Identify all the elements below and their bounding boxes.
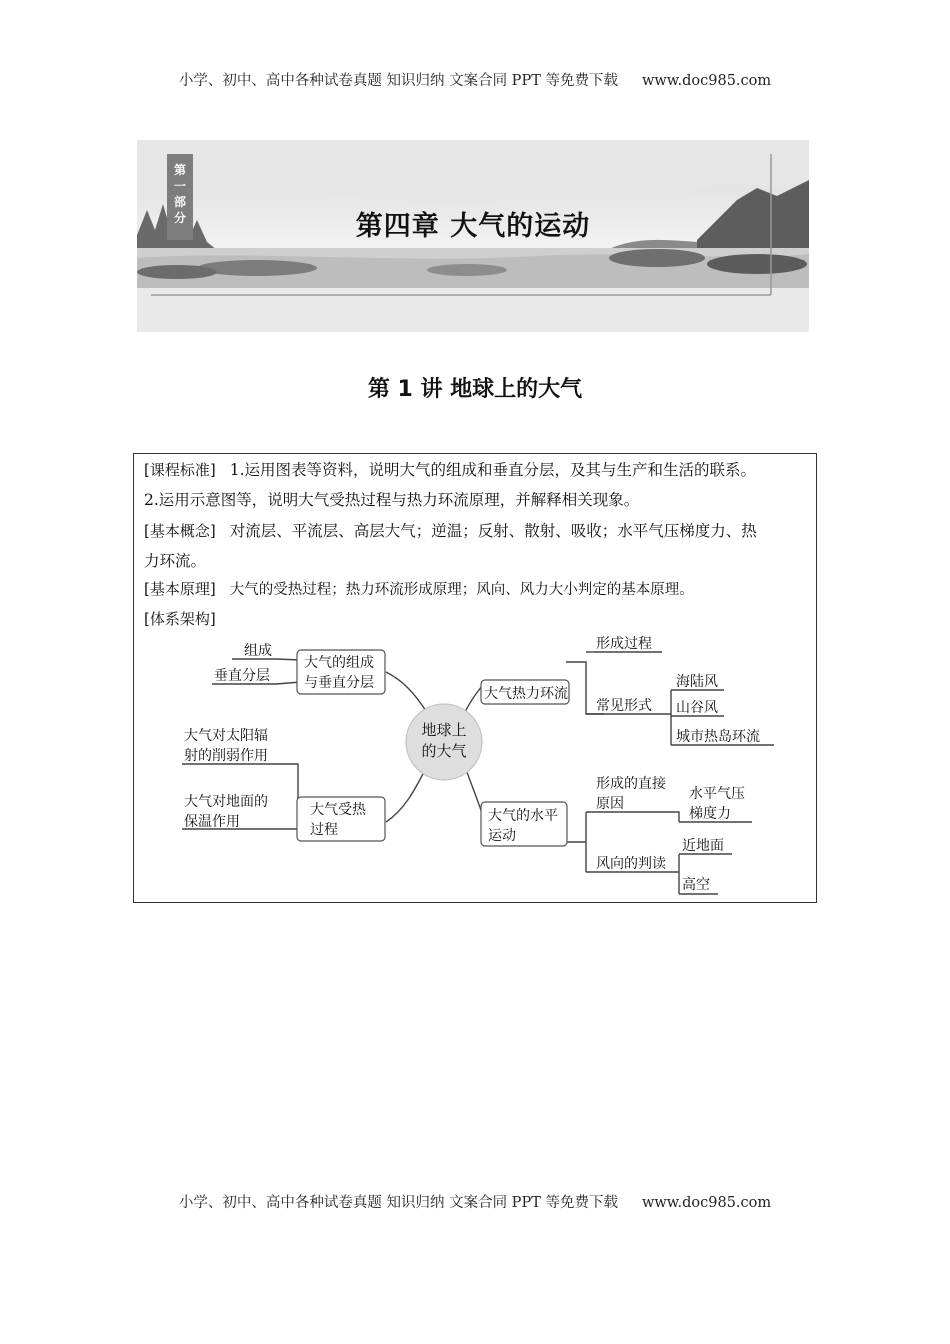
center-node-line-1: 地球上	[421, 721, 467, 739]
node-pressure-gradient-1: 水平气压	[689, 786, 745, 802]
lesson-title: 第 1 讲 地球上的大气	[367, 377, 583, 402]
node-direct-cause-2: 原因	[596, 796, 624, 812]
node-horizontal-motion-2: 运动	[488, 828, 516, 844]
node-near-ground: 近地面	[682, 838, 724, 854]
node-vertical-layers: 垂直分层	[214, 668, 270, 684]
node-direct-cause-1: 形成的直接	[596, 776, 666, 792]
course-standard-tag: [课程标准]	[144, 461, 216, 479]
part-one-tag: 第 一 部 分	[167, 154, 193, 240]
mind-map	[134, 632, 816, 902]
basic-concept-tag: [基本概念]	[144, 522, 216, 540]
standards-line-2: 2.运用示意图等，说明大气受热过程与热力环流原理，并解释相关现象。	[144, 491, 640, 509]
standards-line-3: [基本概念] 对流层、平流层、高层大气；逆温；反射、散射、吸收；水平气压梯度力、热	[144, 522, 757, 540]
basic-principle-tag: [基本原理]	[144, 580, 216, 598]
footer-text: 小学、初中、高中各种试卷真题 知识归纳 文案合同 PPT 等免费下载	[178, 1195, 618, 1211]
architecture-tag: [体系架构]	[144, 610, 216, 628]
center-node-line-2: 的大气	[421, 742, 467, 760]
node-ground-warming-2: 保温作用	[184, 814, 240, 830]
node-solar-weakening-1: 大气对太阳辐	[184, 728, 268, 744]
node-sea-land-breeze: 海陆风	[676, 674, 718, 690]
node-horizontal-motion-1: 大气的水平	[488, 808, 558, 824]
standards-line-5: [基本原理] 大气的受热过程；热力环流形成原理；风向、风力大小判定的基本原理。	[144, 580, 694, 598]
chapter-banner	[137, 140, 809, 332]
node-high-altitude: 高空	[682, 877, 710, 893]
node-wind-direction: 风向的判读	[596, 856, 666, 872]
node-formation-process: 形成过程	[596, 636, 652, 652]
header-text: 小学、初中、高中各种试卷真题 知识归纳 文案合同 PPT 等免费下载	[178, 73, 618, 89]
footer-url[interactable]: www.doc985.com	[641, 1195, 772, 1211]
node-heating-process-1: 大气受热	[310, 802, 366, 818]
node-ground-warming-1: 大气对地面的	[184, 794, 268, 810]
node-composition-layers-1: 大气的组成	[304, 655, 374, 671]
node-composition-layers-2: 与垂直分层	[304, 675, 374, 691]
node-urban-heat-island: 城市热岛环流	[676, 729, 760, 745]
node-valley-breeze: 山谷风	[676, 700, 718, 716]
node-thermal-circulation: 大气热力环流	[484, 686, 568, 702]
node-heating-process-2: 过程	[310, 822, 338, 838]
node-common-forms: 常见形式	[596, 698, 652, 714]
standards-line-1: [课程标准] 1.运用图表等资料，说明大气的组成和垂直分层，及其与生产和生活的联系。	[144, 461, 757, 479]
chapter-title: 第四章 大气的运动	[355, 211, 591, 242]
node-composition: 组成	[244, 643, 272, 659]
node-solar-weakening-2: 射的削弱作用	[184, 748, 268, 764]
node-pressure-gradient-2: 梯度力	[689, 806, 731, 822]
header-url[interactable]: www.doc985.com	[641, 73, 772, 89]
page-header	[0, 69, 950, 90]
standards-box	[133, 453, 817, 903]
standards-line-4: 力环流。	[144, 552, 207, 570]
page-footer	[0, 1191, 950, 1212]
